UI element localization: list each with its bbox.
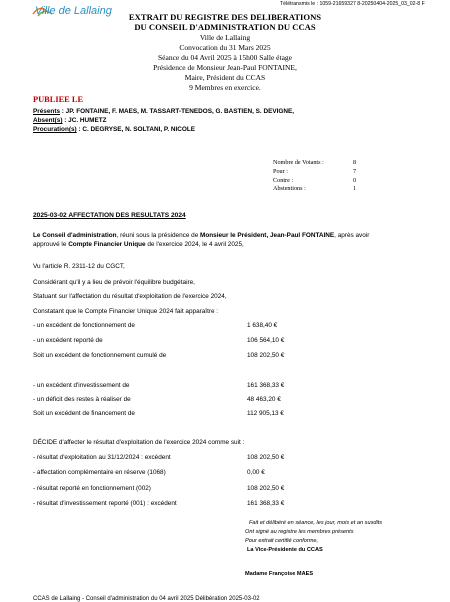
affectation-row-value: 161 368,33 € bbox=[247, 500, 285, 507]
affectation-row-label: - résultat d'exploitation au 31/12/2024 : excédent bbox=[33, 454, 171, 461]
absents-label: Absent(s) bbox=[33, 117, 63, 124]
votes-value-contre: 0 bbox=[353, 177, 357, 184]
result-row-value: 161 368,33 € bbox=[247, 382, 285, 389]
presents-line bbox=[33, 108, 294, 116]
signature-line-3: Pour extrait certifié conforme, bbox=[245, 538, 319, 544]
header-line-5: Maire, Président du CCAS bbox=[184, 73, 266, 82]
affectation-row-label: - résultat d'investissement reporté (001) : excédent bbox=[33, 500, 177, 507]
result-row-label: - un excédent de fonctionnement de bbox=[33, 322, 135, 329]
deliberation-subject: 2025-03-02 AFFECTATION DES RESULTATS 2024 bbox=[33, 212, 186, 219]
signature-line-2: Ont signé au registre les membres présents bbox=[245, 529, 354, 535]
affectation-row-value: 108 202,50 € bbox=[247, 485, 285, 492]
result-row-value: 1 638,40 € bbox=[247, 322, 278, 329]
publiee-le: PUBLIEE LE bbox=[33, 95, 84, 104]
intro-text-c: approuvé le bbox=[33, 241, 69, 248]
paragraph-constatant: Constatant que le Compte Financier Unique 2024 fait apparaître : bbox=[33, 308, 219, 315]
votes-value-votants: 8 bbox=[353, 159, 357, 166]
intro-text-d: de l'exercice 2024, le 4 avril 2025, bbox=[145, 241, 244, 248]
header-line-3: Séance du 04 Avril 2025 à 15h00 Salle étage bbox=[158, 53, 292, 62]
paragraph-statuant: Statuant sur l'affectation du résultat d'exploitation de l'exercice 2024, bbox=[33, 293, 227, 300]
absents-line bbox=[33, 117, 107, 125]
votes-label-contre: Contre : bbox=[273, 177, 294, 184]
result-row-label: Soit un excédent de fonctionnement cumulé de bbox=[33, 352, 167, 359]
signature-role: La Vice-Présidente du CCAS bbox=[247, 547, 323, 553]
result-row-label: Soit un excédent de financement de bbox=[33, 410, 135, 417]
paragraph-considerant: Considérant qu'il y a lieu de prévoir l'équilibre budgétaire, bbox=[33, 279, 195, 286]
affectation-row-label: - résultat reporté en fonctionnement (002) bbox=[33, 485, 151, 492]
absents-value: : JC. HUMETZ bbox=[62, 117, 107, 124]
presents-label: Présents bbox=[33, 108, 60, 115]
procuration-line bbox=[33, 126, 195, 134]
votes-value-pour: 7 bbox=[353, 168, 357, 175]
title-line-2: DU CONSEIL D'ADMINISTRATION DU CCAS bbox=[134, 22, 316, 32]
paragraph-vu: Vu l'article R. 2311-12 du CGCT, bbox=[33, 263, 125, 270]
signature-line-1: Fait et délibéré en séance, les jour, mois et an susdits bbox=[249, 520, 383, 526]
procuration-value: : C. DEGRYSE, N. SOLTANI, P. NICOLE bbox=[76, 126, 196, 133]
decide-paragraph: DÉCIDE d'affecter le résultat d'exploitation de l'exercice 2024 comme suit : bbox=[33, 439, 245, 446]
intro-president: Monsieur le Président, Jean-Paul FONTAINE bbox=[200, 232, 335, 239]
presents-value: : JP. FONTAINE, F. MAES, M. TASSART-TENEDOS, G. BASTIEN, S. DEVIGNE, bbox=[60, 108, 294, 115]
intro-cfu: Compte Financier Unique bbox=[68, 241, 146, 248]
result-row-value: 108 202,50 € bbox=[247, 352, 285, 359]
votes-label-pour: Pour : bbox=[273, 168, 288, 175]
header-line-1: Ville de Lallaing bbox=[199, 33, 251, 42]
result-row-label: - un excédent d'investissement de bbox=[33, 382, 130, 389]
result-row-label: - un déficit des restes à réaliser de bbox=[33, 396, 131, 403]
affectation-row-value: 0,00 € bbox=[247, 469, 265, 476]
intro-line-2 bbox=[33, 241, 244, 249]
header-line-4: Présidence de Monsieur Jean-Paul FONTAINE, bbox=[153, 63, 297, 72]
intro-council: Le Conseil d'administration bbox=[33, 232, 117, 239]
result-row-label: - un excédent reporté de bbox=[33, 337, 103, 344]
signature-name: Madame Françoise MAES bbox=[245, 571, 314, 577]
page-footer: CCAS de Lallaing - Conseil d'administration du 04 avril 2025 Délibération 2025-03-02 bbox=[33, 596, 260, 602]
header-line-2: Convocation du 31 Mars 2025 bbox=[179, 43, 271, 52]
procuration-label: Procuration(s) bbox=[33, 126, 77, 133]
affectation-row-label: - affectation complémentaire en réserve (1068) bbox=[33, 469, 166, 476]
affectation-row-value: 108 202,50 € bbox=[247, 454, 285, 461]
result-row-value: 106 564,10 € bbox=[247, 337, 285, 344]
title-line-1: EXTRAIT DU REGISTRE DES DELIBERATIONS bbox=[128, 12, 322, 22]
result-row-value: 48 463,20 € bbox=[247, 396, 281, 403]
votes-label-abstentions: Abstentions : bbox=[273, 185, 306, 192]
intro-text-a: , réuni sous la présidence de bbox=[116, 232, 201, 239]
votes-value-abstentions: 1 bbox=[353, 185, 357, 192]
votes-label-votants: Nombre de Votants : bbox=[273, 159, 324, 166]
header-line-6: 9 Membres en exercice. bbox=[189, 83, 261, 92]
intro-line-1 bbox=[33, 232, 369, 240]
result-row-value: 112 905,13 € bbox=[247, 410, 284, 417]
logo-text: Ville de Lallaing bbox=[35, 5, 112, 17]
intro-text-b: , après avoir bbox=[334, 232, 370, 239]
transmission-stamp: Télétransmis le : 1059-21659327 8-20250404-2025_03_02-8 F bbox=[280, 1, 425, 7]
